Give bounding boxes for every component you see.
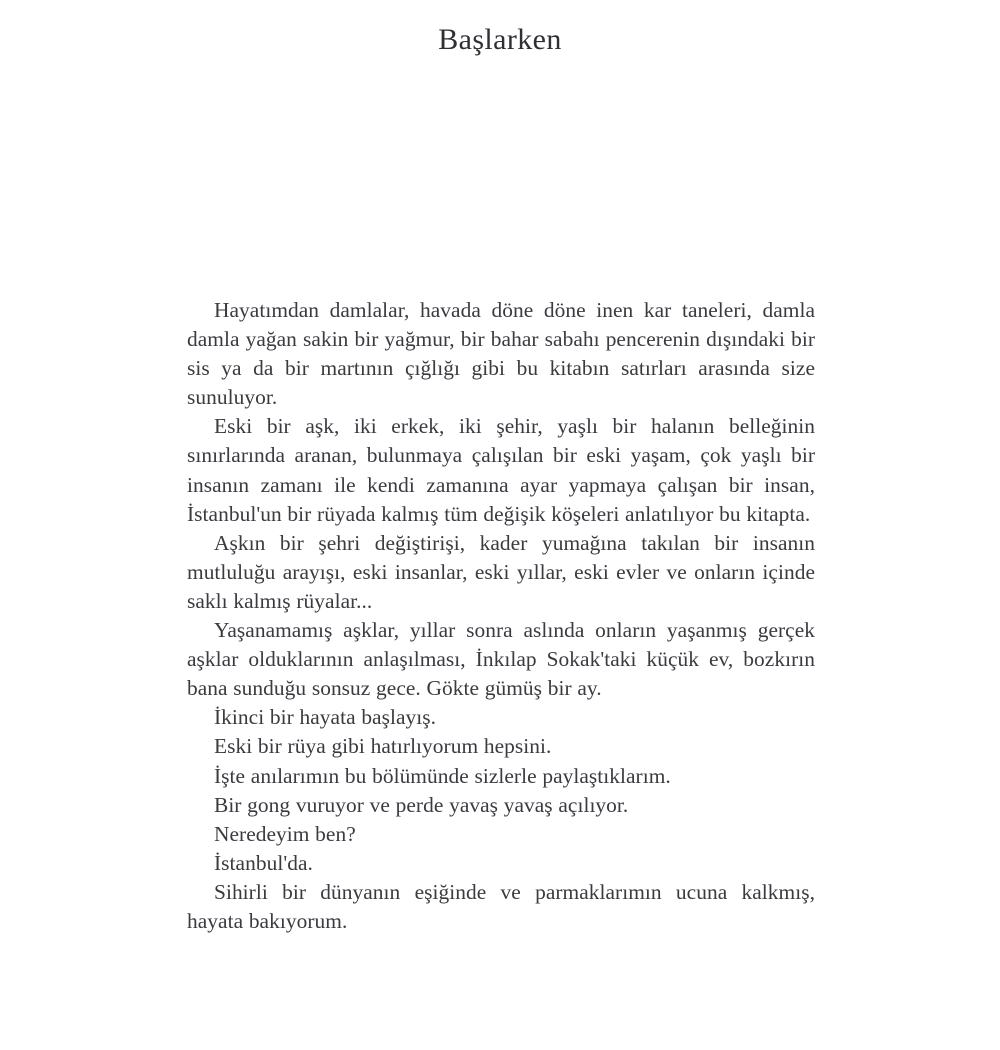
paragraph: Aşkın bir şehri değiştirişi, kader yumağına takılan bir insanın mutluluğu arayışı, eski insanlar, eski yıllar, eski evler ve onların içinde saklı kalmış rüyalar...	[187, 530, 815, 613]
body-text-block	[187, 296, 815, 936]
paragraph: Eski bir aşk, iki erkek, iki şehir, yaşlı bir halanın belleğinin sınırlarında aranan, bulunmaya çalışılan bir eski yaşam, çok yaşlı bir insanın zamanı ile kendi zamanına ayar yapmaya çalışan bir insan, İstanbul'un bir rüyada kalmış tüm değişik köşeleri anlatılıyor bu kitapta.	[187, 414, 815, 526]
paragraph: Neredeyim ben?	[214, 821, 356, 846]
paragraph: Eski bir rüya gibi hatırlıyorum hepsini.	[214, 734, 552, 759]
paragraph: İstanbul'da.	[214, 850, 313, 875]
paragraph: Sihirli bir dünyanın eşiğinde ve parmaklarımın ucuna kalkmış, hayata bakıyorum.	[187, 879, 815, 933]
paragraph: Bir gong vuruyor ve perde yavaş yavaş açılıyor.	[214, 792, 629, 817]
paragraph: Hayatımdan damlalar, havada döne döne inen kar taneleri, damla damla yağan sakin bir yağmur, bir bahar sabahı pencerenin dışındaki bir sis ya da bir martının çığlığı gibi bu kitabın satırları arasında size sunuluyor.	[187, 298, 815, 410]
paragraph: İşte anılarımın bu bölümünde sizlerle paylaştıklarım.	[214, 763, 671, 788]
paragraph: Yaşanamamış aşklar, yıllar sonra aslında onların yaşanmış gerçek aşklar olduklarının anlaşılması, İnkılap Sokak'taki küçük ev, bozkırın bana sunduğu sonsuz gece. Gökte gümüş bir ay.	[187, 618, 815, 701]
paragraph: İkinci bir hayata başlayış.	[214, 705, 437, 730]
page-title: Başlarken	[438, 23, 562, 56]
